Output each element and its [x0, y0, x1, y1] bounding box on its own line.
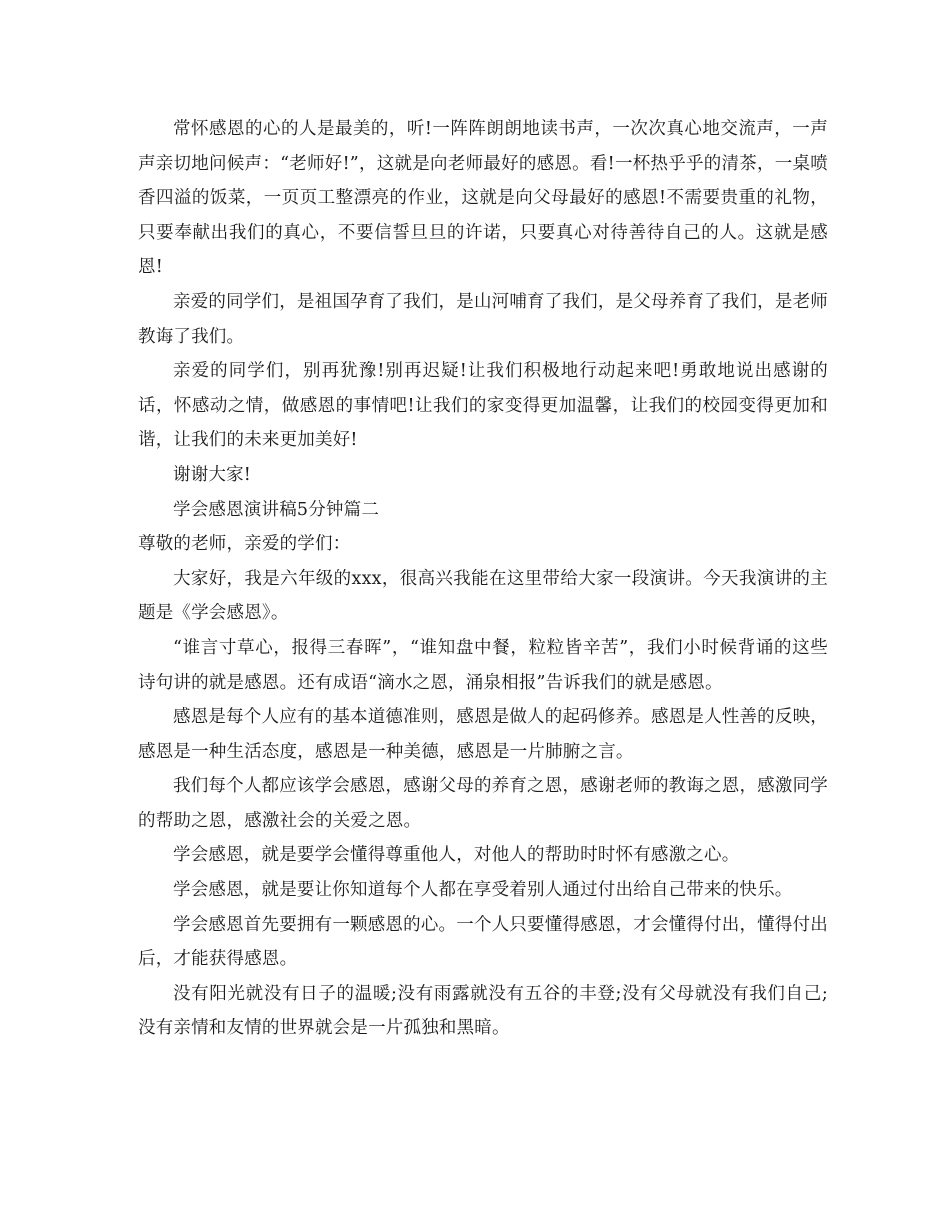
paragraph: 常怀感恩的心的人是最美的，听!一阵阵朗朗地读书声，一次次真心地交流声，一声声亲切地问候声：“老师好!”，这就是向老师最好的感恩。看!一杯热乎乎的清茶，一桌喷香四溢的饭菜，一页页工整漂亮的作业，这就是向父母最好的感恩!不需要贵重的礼物，只要奉献出我们的真心，不要信誓旦旦的许诺，只要真心对待善待自己的人。这就是感恩!	[138, 119, 828, 278]
paragraph: 我们每个人都应该学会感恩，感谢父母的养育之恩，感谢老师的教诲之恩，感激同学的帮助之恩，感激社会的关爱之恩。	[138, 776, 828, 831]
paragraph: 大家好，我是六年级的xxx，很高兴我能在这里带给大家一段演讲。今天我演讲的主题是《学会感恩》。	[138, 568, 828, 624]
document-body	[138, 112, 828, 1046]
paragraph: 亲爱的同学们，别再犹豫!别再迟疑!让我们积极地行动起来吧!勇敢地说出感谢的话，怀感动之情，做感恩的事情吧!让我们的家变得更加温馨，让我们的校园变得更加和谐，让我们的未来更加美好!	[138, 361, 828, 451]
paragraph: 学会感恩，就是要学会懂得尊重他人，对他人的帮助时时怀有感激之心。	[173, 845, 740, 866]
paragraph: 学会感恩首先要拥有一颗感恩的心。一个人只要懂得感恩，才会懂得付出，懂得付出后，才能获得感恩。	[138, 914, 828, 970]
paragraph: “谁言寸草心，报得三春晖”，“谁知盘中餐，粒粒皆辛苦”，我们小时候背诵的这些诗句讲的就是感恩。还有成语“滴水之恩，涌泉相报”告诉我们的就是感恩。	[138, 637, 828, 693]
paragraph: 学会感恩，就是要让你知道每个人都在享受着别人通过付出给自己带来的快乐。	[173, 880, 793, 901]
section-heading: 学会感恩演讲稿5分钟篇二	[173, 499, 380, 520]
paragraph: 谢谢大家!	[173, 464, 252, 485]
paragraph: 感恩是每个人应有的基本道德准则，感恩是做人的起码修养。感恩是人性善的反映，感恩是一种生活态度，感恩是一种美德，感恩是一片肺腑之言。	[138, 707, 828, 762]
paragraph: 没有阳光就没有日子的温暖;没有雨露就没有五谷的丰登;没有父母就没有我们自己;没有亲情和友情的世界就会是一片孤独和黑暗。	[138, 983, 828, 1039]
salutation: 尊敬的老师，亲爱的学们：	[138, 534, 351, 555]
paragraph: 亲爱的同学们，是祖国孕育了我们，是山河哺育了我们，是父母养育了我们，是老师教诲了我们。	[138, 291, 828, 347]
